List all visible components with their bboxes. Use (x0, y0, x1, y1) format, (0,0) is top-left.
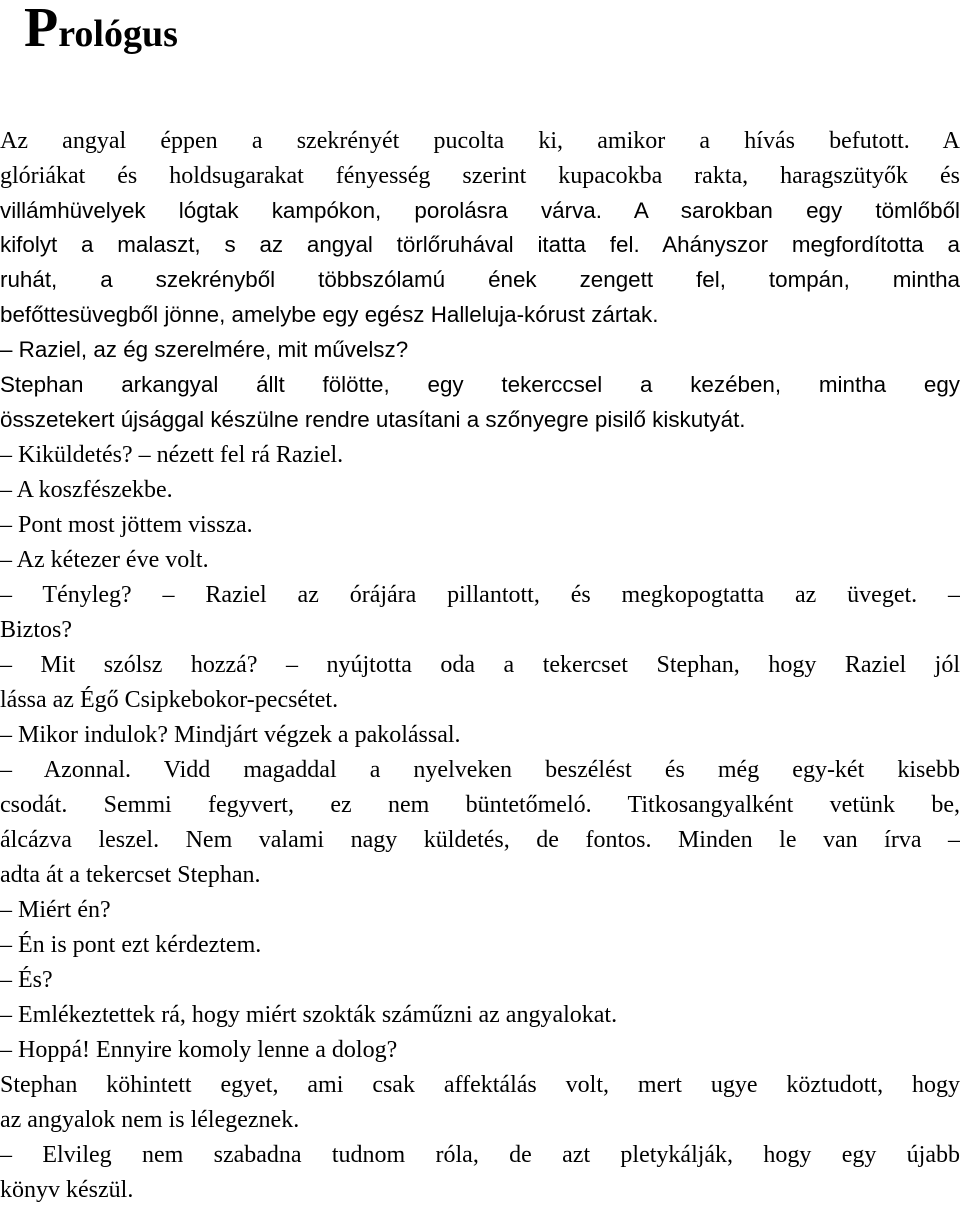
text-line: – A koszfészekbe. (0, 477, 173, 503)
text-line: – Raziel, az ég szerelmére, mit művelsz? (0, 337, 409, 362)
text-line: – Hoppá! Ennyire komoly lenne a dolog? (0, 1037, 398, 1063)
text-line: – Mit szólsz hozzá? – nyújtotta oda a tekercset Stephan, hogy Raziel jól (0, 652, 960, 678)
text-line: Stephan arkangyal állt fölötte, egy tekerccsel a kezében, mintha egy (0, 372, 960, 397)
text-line: összetekert újsággal készülne rendre utasítani a szőnyegre pisilő kiskutyát. (0, 407, 746, 432)
title-rest: rológus (58, 13, 178, 55)
text-line: Stephan köhintett egyet, ami csak affektálás volt, mert ugye köztudott, hogy (0, 1072, 960, 1098)
text-line: – Mikor indulok? Mindjárt végzek a pakolással. (0, 722, 461, 748)
text-line: – Tényleg? – Raziel az órájára pillantott, és megkopogtatta az üveget. – (0, 582, 960, 608)
text-line: csodát. Semmi fegyvert, ez nem büntetőmeló. Titkosangyalként vetünk be, (0, 792, 960, 818)
text-line: – Az kétezer éve volt. (0, 547, 209, 573)
text-line: – És? (0, 967, 53, 993)
text-line: lássa az Égő Csipkebokor-pecsétet. (0, 687, 339, 713)
text-line: kifolyt a malaszt, s az angyal törlőruhával itatta fel. Ahányszor megfordította a (0, 232, 960, 257)
text-line: ruhát, a szekrényből többszólamú ének zengett fel, tompán, mintha (0, 267, 960, 292)
text-line: – Miért én? (0, 897, 111, 923)
title-initial: P (24, 0, 59, 59)
text-line: villámhüvelyek lógtak kampókon, porolásra várva. A sarokban egy tömlőből (0, 198, 960, 223)
text-line: – Elvileg nem szabadna tudnom róla, de azt pletykálják, hogy egy újabb (0, 1142, 960, 1168)
text-line: – Pont most jöttem vissza. (0, 512, 253, 538)
text-line: befőttesüvegből jönne, amelybe egy egész Halleluja-kórust zártak. (0, 302, 659, 327)
text-line: – Kiküldetés? – nézett fel rá Raziel. (0, 442, 344, 468)
text-line: álcázva leszel. Nem valami nagy küldetés, de fontos. Minden le van írva – (0, 827, 960, 853)
text-line: Biztos? (0, 617, 72, 643)
text-line: adta át a tekercset Stephan. (0, 862, 261, 888)
text-line: – Emlékeztettek rá, hogy miért szokták száműzni az angyalokat. (0, 1002, 618, 1028)
text-line: könyv készül. (0, 1177, 134, 1203)
text-line: – Azonnal. Vidd magaddal a nyelveken beszélést és még egy-két kisebb (0, 757, 960, 783)
text-line: glóriákat és holdsugarakat fényesség szerint kupacokba rakta, haragszütyők és (0, 163, 960, 189)
text-line: az angyalok nem is lélegeznek. (0, 1107, 300, 1133)
text-line: Az angyal éppen a szekrényét pucolta ki, amikor a hívás befutott. A (0, 128, 960, 154)
text-line: – Én is pont ezt kérdeztem. (0, 932, 262, 958)
chapter-title (24, 0, 178, 59)
